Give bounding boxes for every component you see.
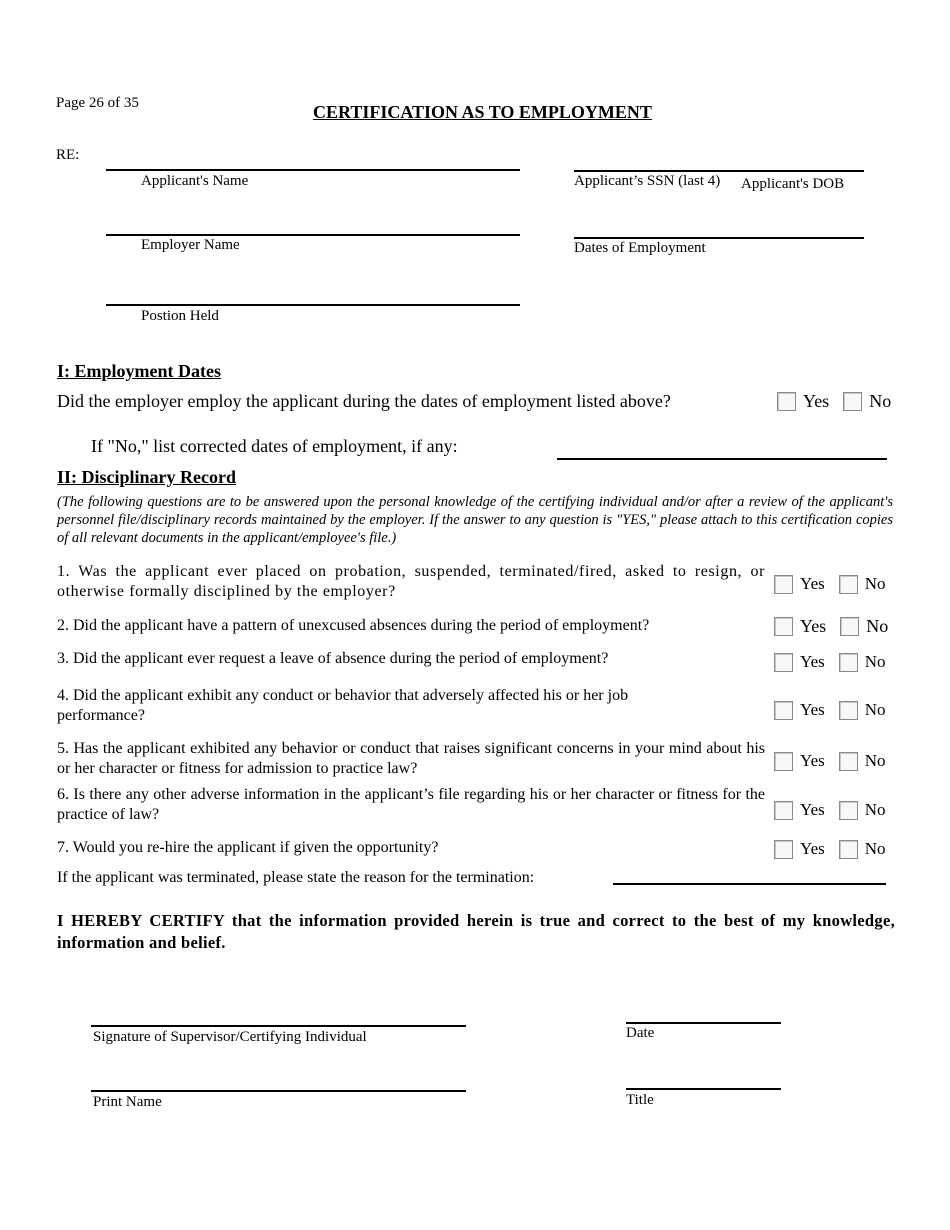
print-name-label: Print Name (93, 1094, 162, 1110)
no-checkbox[interactable] (839, 840, 858, 859)
question-5: 5. Has the applicant exhibited any behavior or conduct that raises significant concerns in your mind about his or her character or fitness for admission to practice law? (57, 740, 765, 777)
yes-label: Yes (800, 751, 825, 770)
supervisor-signature-label: Signature of Supervisor/Certifying Individual (93, 1029, 367, 1045)
question-2: 2. Did the applicant have a pattern of unexcused absences during the period of employment? (57, 617, 650, 634)
no-checkbox[interactable] (839, 575, 858, 594)
section-employment-dates-heading: I: Employment Dates (57, 361, 221, 381)
question-4: 4. Did the applicant exhibit any conduct or behavior that adversely affected his or her job performance? (57, 687, 629, 724)
position-held-line[interactable] (106, 304, 520, 306)
page-number: Page 26 of 35 (56, 95, 139, 111)
no-checkbox[interactable] (839, 752, 858, 771)
no-checkbox[interactable] (839, 801, 858, 820)
yes-checkbox[interactable] (774, 701, 793, 720)
yes-checkbox[interactable] (774, 653, 793, 672)
no-label: No (864, 751, 886, 770)
re-label: RE: (56, 147, 80, 163)
yes-checkbox[interactable] (774, 575, 793, 594)
yes-label: Yes (800, 616, 827, 636)
question-6-answer (774, 800, 886, 820)
termination-reason-line[interactable] (613, 883, 886, 885)
employer-name-line[interactable] (106, 234, 520, 236)
question-2-answer (774, 616, 888, 637)
date-line[interactable] (626, 1022, 781, 1024)
dates-employment-line[interactable] (574, 237, 864, 239)
no-checkbox[interactable] (839, 701, 858, 720)
yes-label: Yes (800, 652, 825, 671)
yes-checkbox[interactable] (774, 617, 793, 636)
question-3: 3. Did the applicant ever request a leave of absence during the period of employment? (57, 650, 609, 667)
no-label: No (864, 800, 886, 819)
question-5-answer (774, 751, 886, 771)
corrected-dates-prompt: If "No," list corrected dates of employment, if any: (91, 436, 458, 456)
question-1-answer (774, 574, 886, 594)
applicant-name-line[interactable] (106, 169, 520, 171)
yes-label: Yes (800, 700, 825, 719)
question-4-answer (774, 700, 886, 720)
yes-checkbox[interactable] (774, 752, 793, 771)
no-label: No (864, 652, 886, 671)
no-checkbox[interactable] (843, 392, 862, 411)
dates-employment-label: Dates of Employment (574, 240, 706, 256)
employment-dates-answer (777, 391, 891, 412)
ssn-dob-line[interactable] (574, 170, 864, 172)
ssn-label: Applicant’s SSN (last 4) (574, 173, 721, 189)
yes-checkbox[interactable] (777, 392, 796, 411)
disciplinary-instructions: (The following questions are to be answered upon the personal knowledge of the certifying individual and/or after a review of the applicant's personnel file/disciplinary records maintained by the employer. If the answer to any question is "YES," please attach to this certification copies of all relevant documents in the applicant/employee's file.) (57, 494, 893, 546)
yes-label: Yes (800, 800, 825, 819)
dob-label: Applicant's DOB (741, 176, 845, 192)
certification-statement: I HEREBY CERTIFY that the information provided herein is true and correct to the best of my knowledge, information and belief. (57, 911, 895, 952)
print-name-line[interactable] (91, 1090, 466, 1092)
no-label: No (866, 616, 889, 636)
question-6: 6. Is there any other adverse information in the applicant’s file regarding his or her character or fitness for the practice of law? (57, 786, 765, 823)
yes-label: Yes (803, 391, 830, 411)
yes-checkbox[interactable] (774, 840, 793, 859)
section-disciplinary-heading: II: Disciplinary Record (57, 467, 236, 487)
question-7: 7. Would you re-hire the applicant if given the opportunity? (57, 839, 439, 856)
question-3-answer (774, 652, 886, 672)
applicant-name-label: Applicant's Name (141, 173, 249, 189)
page-title: CERTIFICATION AS TO EMPLOYMENT (313, 102, 652, 122)
no-label: No (864, 574, 886, 593)
supervisor-signature-line[interactable] (91, 1025, 466, 1027)
employment-dates-question: Did the employer employ the applicant during the dates of employment listed above? (57, 391, 671, 411)
termination-prompt: If the applicant was terminated, please state the reason for the termination: (57, 869, 535, 886)
no-label: No (864, 700, 886, 719)
no-checkbox[interactable] (840, 617, 859, 636)
position-held-label: Postion Held (141, 308, 219, 324)
corrected-dates-line[interactable] (557, 458, 887, 460)
title-label: Title (626, 1092, 654, 1108)
question-7-answer (774, 839, 886, 859)
date-label: Date (626, 1025, 655, 1041)
question-1: 1. Was the applicant ever placed on probation, suspended, terminated/fired, asked to resign, or otherwise formally disciplined by the employer? (57, 563, 765, 600)
yes-label: Yes (800, 574, 825, 593)
yes-checkbox[interactable] (774, 801, 793, 820)
no-label: No (864, 839, 886, 858)
yes-label: Yes (800, 839, 825, 858)
employer-name-label: Employer Name (141, 237, 240, 253)
no-label: No (869, 391, 892, 411)
title-line[interactable] (626, 1088, 781, 1090)
no-checkbox[interactable] (839, 653, 858, 672)
